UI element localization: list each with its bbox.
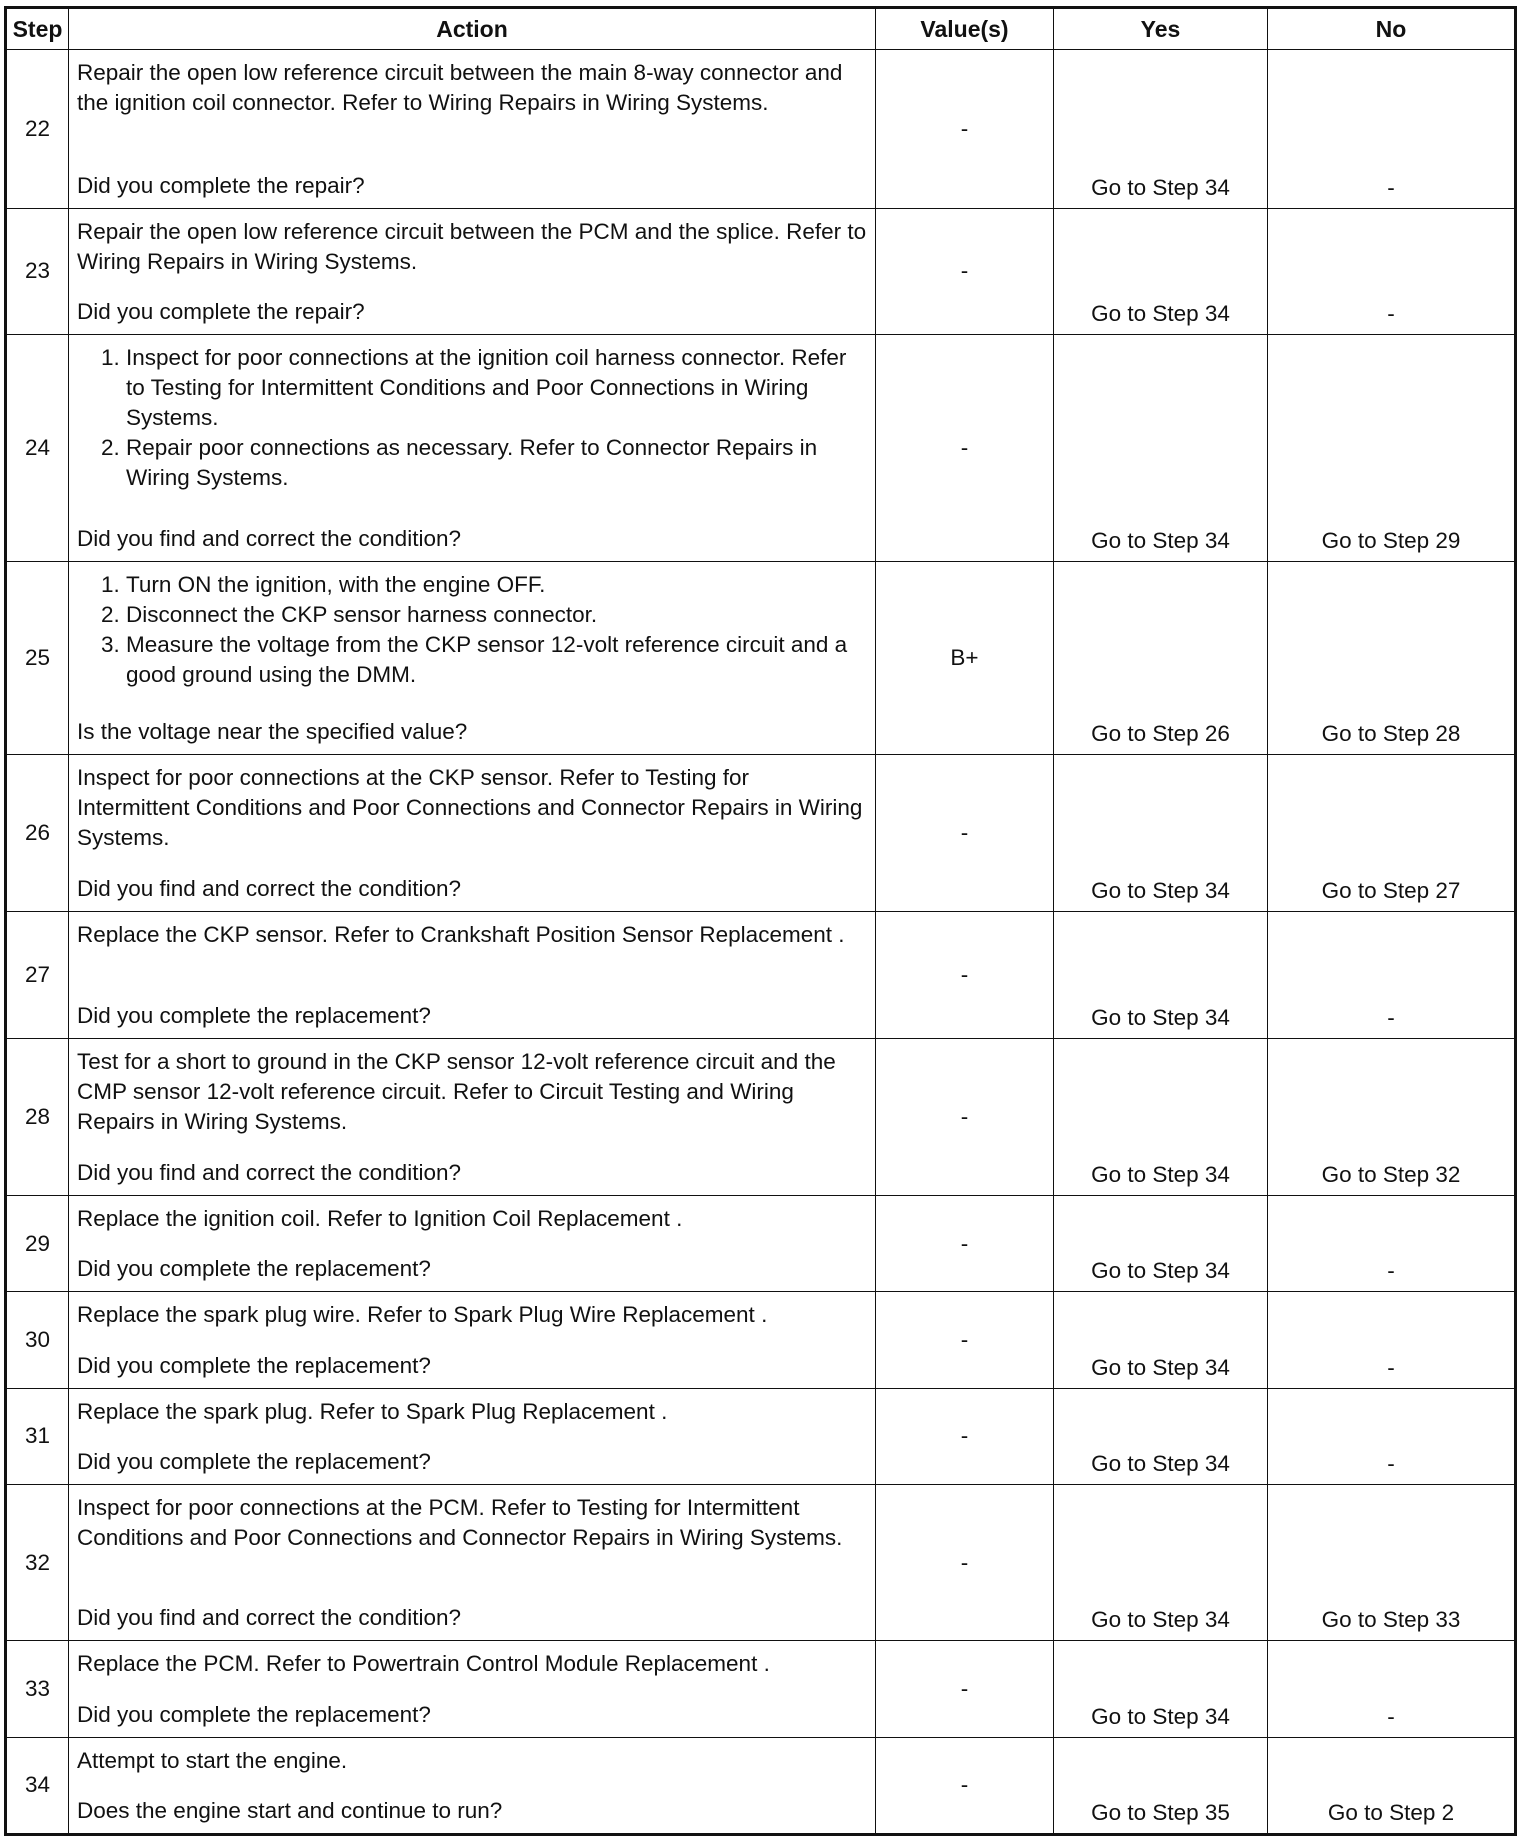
value-cell: - [876,335,1054,562]
question-text: Did you complete the replacement? [77,1002,431,1028]
question-text: Did you complete the replacement? [77,1352,431,1378]
table-header-row [6,8,1516,50]
instruction-item: 1. Turn ON the ignition, with the engine OFF. [126,570,867,600]
step-number: 32 [6,1484,69,1640]
instruction-text: Inspect for poor connections at the PCM. Refer to Testing for Intermittent Conditions and Poor Connections and Connector Repairs in Wiring Systems. [77,1494,843,1550]
step-column-header: Step [6,8,69,50]
instruction-text: Replace the PCM. Refer to Powertrain Control Module Replacement . [77,1651,770,1677]
action-content [77,1649,867,1729]
action-content [77,1300,867,1380]
instruction-item: 2. Repair poor connections as necessary. Refer to Connector Repairs in Wiring Systems. [126,433,867,493]
question-text: Is the voltage near the specified value? [77,718,468,744]
yes-outcome: Go to Step 34 [1054,1196,1268,1292]
yes-outcome: Go to Step 34 [1054,1484,1268,1640]
instruction-text: Replace the spark plug. Refer to Spark Plug Replacement . [77,1398,668,1424]
table-row [6,1388,1516,1484]
instruction-item: 1. Inspect for poor connections at the ignition coil harness connector. Refer to Testing for Intermittent Conditions and Poor Connections in Wiring Systems. [126,343,867,433]
no-outcome: - [1268,50,1516,209]
question-text: Did you find and correct the condition? [77,1605,461,1631]
action-cell [69,335,876,562]
no-outcome: - [1268,1292,1516,1388]
step-number: 24 [6,335,69,562]
values-column-header: Value(s) [876,8,1054,50]
action-cell [69,912,876,1038]
table-row [6,1196,1516,1292]
no-outcome: Go to Step 32 [1268,1038,1516,1196]
value-cell: - [876,754,1054,912]
step-number: 28 [6,1038,69,1196]
instruction-item: 2. Disconnect the CKP sensor harness connector. [126,600,867,630]
action-cell [69,1038,876,1196]
action-content [77,1493,867,1633]
table-row [6,1737,1516,1834]
instruction-text: Test for a short to ground in the CKP sensor 12-volt reference circuit and the CMP sensor 12-volt reference circuit. Refer to Circuit Testing and Wiring Repairs in Wiring Systems. [77,1048,836,1134]
step-number: 31 [6,1388,69,1484]
no-outcome: - [1268,1641,1516,1737]
yes-outcome: Go to Step 34 [1054,1641,1268,1737]
no-outcome: Go to Step 28 [1268,562,1516,754]
step-number: 27 [6,912,69,1038]
no-column-header: No [1268,8,1516,50]
instruction-text: Inspect for poor connections at the CKP sensor. Refer to Testing for Intermittent Conditions and Poor Connections and Connector Repairs in Wiring Systems. [77,764,863,850]
step-number: 23 [6,208,69,334]
action-column-header: Action [69,8,876,50]
step-number: 29 [6,1196,69,1292]
value-cell: B+ [876,562,1054,754]
yes-outcome: Go to Step 34 [1054,1038,1268,1196]
table-row [6,754,1516,912]
no-outcome: - [1268,912,1516,1038]
action-content [77,570,867,746]
instruction-item: 3. Measure the voltage from the CKP sensor 12-volt reference circuit and a good ground using the DMM. [126,630,867,690]
no-outcome: - [1268,1196,1516,1292]
step-number: 34 [6,1737,69,1834]
yes-outcome: Go to Step 34 [1054,1292,1268,1388]
action-cell [69,754,876,912]
action-content [77,217,867,327]
question-text: Did you find and correct the condition? [77,1160,461,1186]
value-cell: - [876,1038,1054,1196]
value-cell: - [876,912,1054,1038]
question-text: Did you complete the replacement? [77,1701,431,1727]
question-text: Did you find and correct the condition? [77,876,461,902]
action-content [77,58,867,201]
yes-outcome: Go to Step 34 [1054,1388,1268,1484]
action-cell [69,50,876,209]
instruction-text: Replace the spark plug wire. Refer to Spark Plug Wire Replacement . [77,1302,768,1328]
action-content [77,920,867,1030]
value-cell: - [876,1641,1054,1737]
step-number: 33 [6,1641,69,1737]
table-row [6,1292,1516,1388]
instruction-text: Replace the ignition coil. Refer to Ignition Coil Replacement . [77,1206,683,1232]
question-text: Did you complete the repair? [77,299,365,325]
no-outcome: - [1268,208,1516,334]
instruction-text: Replace the CKP sensor. Refer to Crankshaft Position Sensor Replacement . [77,922,845,948]
question-text: Does the engine start and continue to run? [77,1798,503,1823]
instruction-list [77,570,867,690]
no-outcome: Go to Step 33 [1268,1484,1516,1640]
table-row [6,1641,1516,1737]
instruction-text: Attempt to start the engine. [77,1747,348,1773]
value-cell: - [876,50,1054,209]
value-cell: - [876,1388,1054,1484]
instruction-text: Repair the open low reference circuit between the PCM and the splice. Refer to Wiring Repairs in Wiring Systems. [77,218,867,274]
action-cell [69,1292,876,1388]
action-cell [69,1388,876,1484]
action-cell [69,208,876,334]
table-row [6,335,1516,562]
question-text: Did you complete the repair? [77,172,365,198]
yes-outcome: Go to Step 34 [1054,208,1268,334]
action-content [77,343,867,554]
no-outcome: Go to Step 29 [1268,335,1516,562]
instruction-text: Repair the open low reference circuit between the main 8-way connector and the ignition coil connector. Refer to Wiring Repairs in Wiring Systems. [77,60,843,115]
no-outcome: Go to Step 27 [1268,754,1516,912]
action-cell [69,1641,876,1737]
action-content [77,1047,867,1189]
table-row [6,1484,1516,1640]
yes-column-header: Yes [1054,8,1268,50]
no-outcome: - [1268,1388,1516,1484]
value-cell: - [876,1737,1054,1834]
diagnostic-table-sheet [4,6,1514,1836]
yes-outcome: Go to Step 34 [1054,754,1268,912]
value-cell: - [876,208,1054,334]
question-text: Did you find and correct the condition? [77,526,461,552]
action-cell [69,1196,876,1292]
yes-outcome: Go to Step 34 [1054,912,1268,1038]
action-content [77,763,867,905]
action-cell [69,1484,876,1640]
instruction-list [77,343,867,493]
table-row [6,912,1516,1038]
table-row [6,208,1516,334]
question-text: Did you complete the replacement? [77,1448,431,1474]
diagnostic-steps-table [4,6,1517,1836]
value-cell: - [876,1196,1054,1292]
step-number: 26 [6,754,69,912]
step-number: 22 [6,50,69,209]
table-row [6,1038,1516,1196]
action-content [77,1746,867,1826]
yes-outcome: Go to Step 34 [1054,50,1268,209]
table-body [6,50,1516,1835]
action-content [77,1204,867,1284]
question-text: Did you complete the replacement? [77,1256,431,1282]
action-content [77,1397,867,1477]
step-number: 30 [6,1292,69,1388]
table-row [6,562,1516,754]
table-row [6,50,1516,209]
step-number: 25 [6,562,69,754]
action-cell [69,1737,876,1834]
yes-outcome: Go to Step 26 [1054,562,1268,754]
yes-outcome: Go to Step 34 [1054,335,1268,562]
no-outcome: Go to Step 2 [1268,1737,1516,1834]
action-cell [69,562,876,754]
value-cell: - [876,1292,1054,1388]
yes-outcome: Go to Step 35 [1054,1737,1268,1834]
value-cell: - [876,1484,1054,1640]
